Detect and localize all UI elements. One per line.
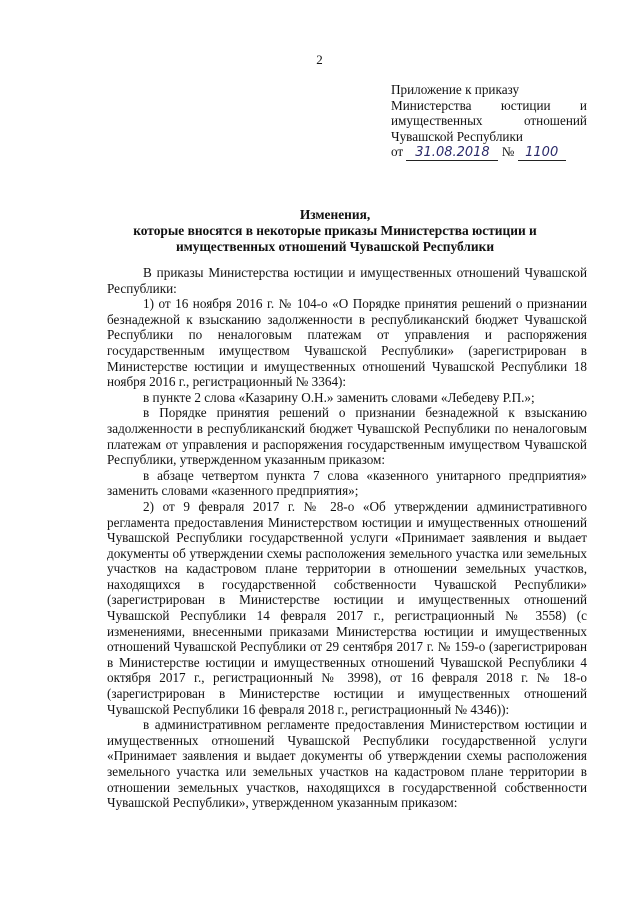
appendix-line-3: имущественных отношений xyxy=(391,113,587,128)
document-body xyxy=(107,265,587,811)
heading-line-3: имущественных отношений Чувашской Республики xyxy=(175,239,495,254)
paragraph-item-1: 1) от 16 ноября 2016 г. № 104-о «О Порядке принятия решений о признании безнадежной к взысканию задолженности в республиканский бюджет Чувашской Республики по неналоговым платежам от управления и распоряжения государственным имуществом Чувашской Республики» (зарегистрирован в Министерстве юстиции и имущественных отношений Чувашской Республики 18 ноября 2016 г., регистрационный № 3364): xyxy=(107,296,587,390)
handwritten-number: 1100 xyxy=(518,146,566,161)
document-heading xyxy=(95,207,575,255)
appendix-line-4: Чувашской Республики xyxy=(391,128,523,144)
paragraph-intro: В приказы Министерства юстиции и имущественных отношений Чувашской Республики: xyxy=(107,265,587,296)
appendix-block xyxy=(391,82,587,161)
paragraph-item-1-change-a: в пункте 2 слова «Казарину О.Н.» заменить словами «Лебедеву Р.П.»; xyxy=(143,389,535,405)
heading-line-1: Изменения, xyxy=(299,207,371,222)
from-label: от xyxy=(391,144,404,159)
paragraph-item-1-procedure: в Порядке принятия решений о признании безнадежной к взысканию задолженности в республиканский бюджет Чувашской Республики по неналоговым платежам от управления и распоряжения государственным имуществом Чувашской Республики, утвержденном указанным приказом: xyxy=(107,405,587,468)
paragraph-item-2: 2) от 9 февраля 2017 г. № 28-о «Об утверждении административного регламента предоставления Министерством юстиции и имущественных отношений Чувашской Республики государственной услуги «Принимает заявления и выдает документы об утверждении схемы расположения земельного участка или земельных участков на кадастровом плане территории в отношении земельных участков, находящихся в государственной собственности Чувашской Республики» (зарегистрирован в Министерстве юстиции и имущественных отношений Чувашской Республики 14 февраля 2017 г., регистрационный № 3558) (с изменениями, внесенными приказами Министерства юстиции и имущественных отношений Чувашской Республики от 29 сентября 2017 г. № 159-о (зарегистрирован в Министерстве юстиции и имущественных отношений Чувашской Республики 4 октября 2017 г., регистрационный № 3998), от 16 февраля 2018 г. № 18-о (зарегистрирован в Министерстве юстиции и имущественных отношений Чувашской Республики 16 февраля 2018 г., регистрационный № 4346)): xyxy=(107,498,587,717)
number-label: № xyxy=(501,144,515,159)
appendix-date-line xyxy=(391,144,587,161)
appendix-line-1: Приложение к приказу xyxy=(391,82,520,97)
handwritten-date: 31.08.2018 xyxy=(406,146,498,161)
page-number: 2 xyxy=(316,52,323,67)
appendix-line-2: Министерства юстиции и xyxy=(391,97,587,113)
paragraph-item-1-change-b: в абзаце четвертом пункта 7 слова «казенного унитарного предприятия» заменить словами «казенного предприятия»; xyxy=(107,467,587,499)
paragraph-item-2-regulation: в административном регламенте предоставления Министерством юстиции и имущественных отношений Чувашской Республики государственной услуги «Принимает заявления и выдает документы об утверждении схемы расположения земельного участка или земельных участков на кадастровом плане территории в отношении земельных участков, находящихся в государственной собственности Чувашской Республики», утвержденном указанным приказом: xyxy=(107,717,587,811)
heading-line-2: которые вносятся в некоторые приказы Министерства юстиции и xyxy=(133,223,537,238)
